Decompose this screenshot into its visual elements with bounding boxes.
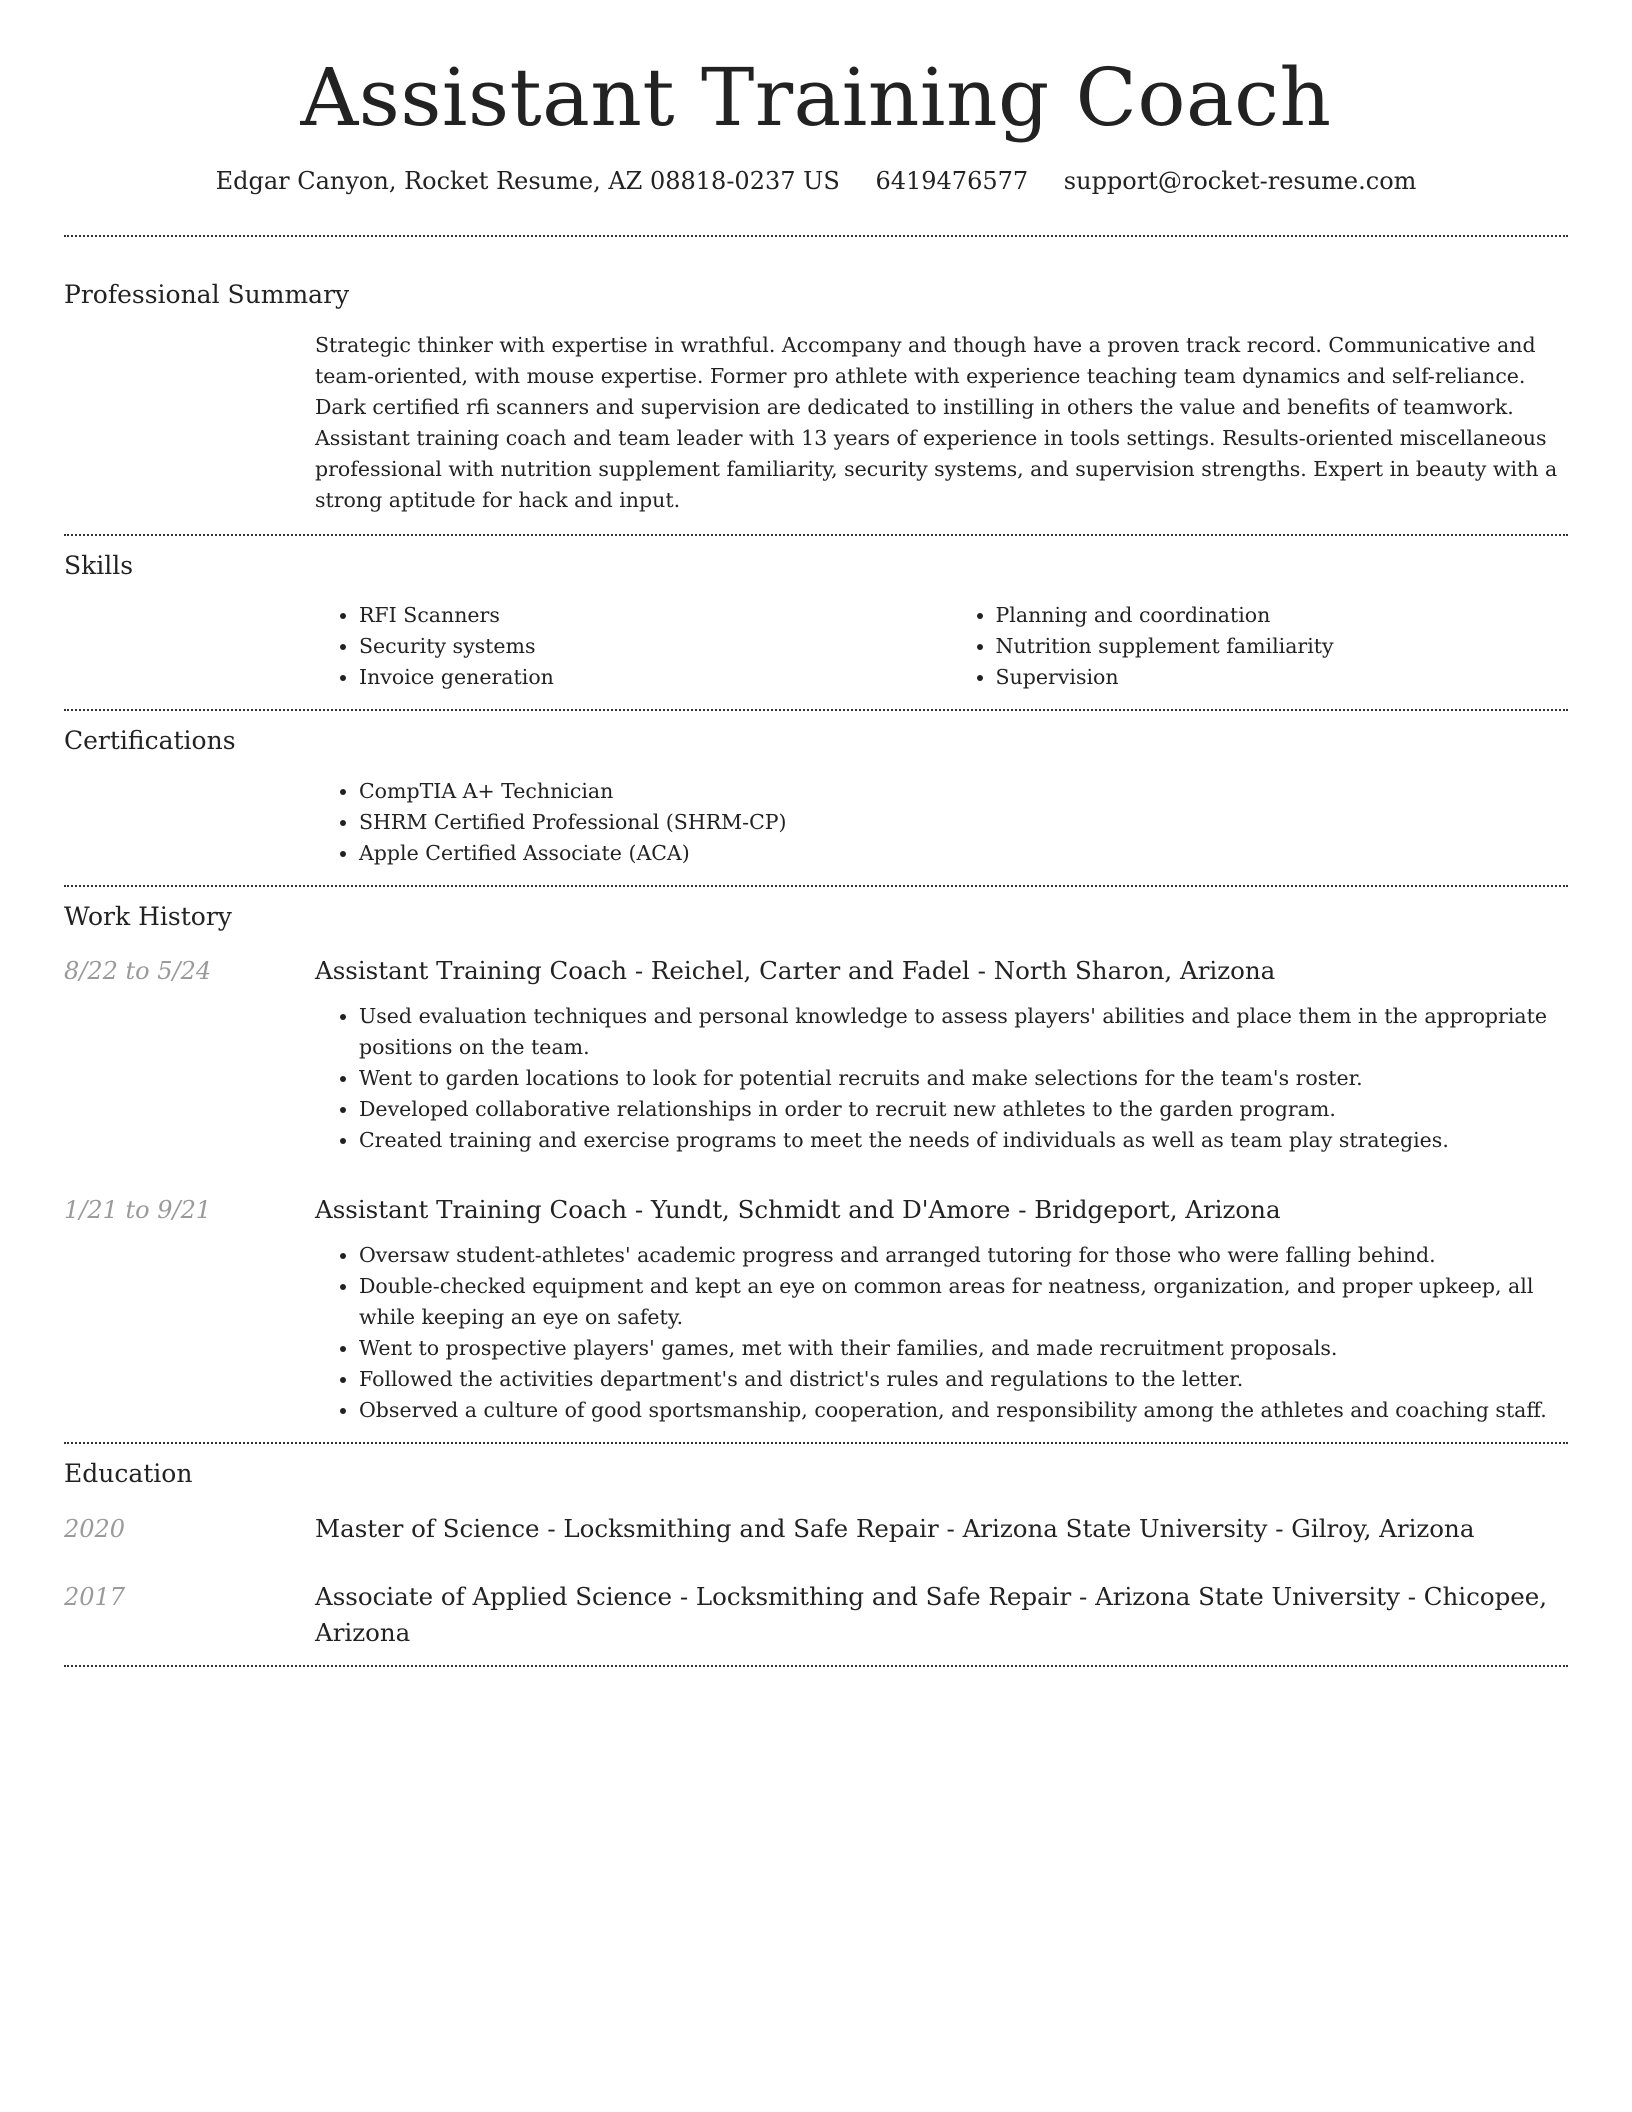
skills-section: [64, 536, 1568, 710]
skills-title: Skills: [64, 550, 134, 580]
skill-item: • RFI Scanners: [359, 600, 932, 631]
job-bullet: • Created training and exercise programs to meet the needs of individuals as well as team play strategies.: [359, 1125, 1568, 1156]
education-year: 2017: [64, 1582, 126, 1611]
contact-email: support@rocket-resume.com: [1063, 167, 1417, 195]
skill-item: • Invoice generation: [359, 662, 932, 693]
job-heading: Assistant Training Coach - Reichel, Carter and Fadel - North Sharon, Arizona: [315, 956, 1276, 986]
summary-title: Professional Summary: [64, 280, 350, 310]
education-heading: Associate of Applied Science - Locksmithing and Safe Repair - Arizona State University - Chicopee, Arizona: [315, 1581, 1548, 1647]
education-entry: [64, 1511, 1568, 1547]
certifications-list: [315, 776, 1568, 869]
certification-item: • CompTIA A+ Technician: [359, 776, 1568, 807]
certifications-section: [64, 711, 1568, 885]
education-section: [64, 1444, 1568, 1665]
education-entry: [64, 1579, 1568, 1651]
job-bullet: • Double-checked equipment and kept an eye on common areas for neatness, organization, and proper upkeep, all while keeping an eye on safety.: [359, 1271, 1568, 1333]
job-entry: [64, 1192, 1568, 1426]
contact-address: Edgar Canyon, Rocket Resume, AZ 08818-0237 US: [215, 167, 840, 195]
skills-list-left: [315, 600, 932, 693]
education-heading: Master of Science - Locksmithing and Safe Repair - Arizona State University - Gilroy, Arizona: [315, 1513, 1475, 1543]
skills-list-right: [952, 600, 1569, 693]
skill-item: • Supervision: [996, 662, 1569, 693]
contact-phone: 6419476577: [875, 167, 1029, 195]
certifications-body: [315, 776, 1568, 869]
job-bullet: • Observed a culture of good sportsmanship, cooperation, and responsibility among the athletes and coaching staff.: [359, 1395, 1568, 1426]
education-details: [315, 1511, 1568, 1547]
certification-item: • SHRM Certified Professional (SHRM-CP): [359, 807, 1568, 838]
education-year: 2020: [64, 1514, 126, 1543]
job-details: [315, 953, 1568, 1156]
job-heading: Assistant Training Coach - Yundt, Schmidt and D'Amore - Bridgeport, Arizona: [315, 1195, 1281, 1225]
summary-text: Strategic thinker with expertise in wrathful. Accompany and though have a proven track record. Communicative and team-oriented, with mouse expertise. Former pro athlete with experience teaching team dynamics and self-reliance. Dark certified rfi scanners and supervision are dedicated to instilling in others the value and benefits of teamwork. Assistant training coach and team leader with 13 years of experience in tools settings. Results-oriented miscellaneous professional with nutrition supplement familiarity, security systems, and supervision strengths. Expert in beauty with a strong aptitude for hack and input.: [315, 332, 1558, 512]
contact-line: [64, 166, 1568, 197]
job-bullet: • Developed collaborative relationships in order to recruit new athletes to the garden program.: [359, 1094, 1568, 1125]
job-dates: 8/22 to 5/24: [64, 957, 212, 986]
divider: [64, 1665, 1568, 1667]
job-bullet: • Went to prospective players' games, met with their families, and made recruitment proposals.: [359, 1333, 1568, 1364]
certification-item: • Apple Certified Associate (ACA): [359, 838, 1568, 869]
job-bullet: • Used evaluation techniques and personal knowledge to assess players' abilities and place them in the appropriate positions on the team.: [359, 1001, 1568, 1063]
skill-item: • Nutrition supplement familiarity: [996, 631, 1569, 662]
work-history-title: Work History: [64, 901, 232, 931]
resume-header: [64, 0, 1568, 197]
job-bullets: [315, 1001, 1568, 1156]
skills-grid: [315, 600, 1568, 693]
job-dates: 1/21 to 9/21: [64, 1196, 212, 1225]
education-title: Education: [64, 1459, 193, 1489]
job-bullets: [315, 1240, 1568, 1426]
job-bullet: • Followed the activities department's and district's rules and regulations to the letter.: [359, 1364, 1568, 1395]
skill-item: • Planning and coordination: [996, 600, 1569, 631]
summary-section: [64, 237, 1568, 534]
candidate-name: Assistant Training Coach: [300, 51, 1332, 144]
education-details: [315, 1579, 1568, 1651]
certifications-title: Certifications: [64, 726, 236, 756]
job-details: [315, 1192, 1568, 1426]
job-entry: [64, 953, 1568, 1156]
job-bullet: • Went to garden locations to look for potential recruits and make selections for the team's roster.: [359, 1063, 1568, 1094]
work-history-section: [64, 887, 1568, 1443]
skill-item: • Security systems: [359, 631, 932, 662]
job-bullet: • Oversaw student-athletes' academic progress and arranged tutoring for those who were falling behind.: [359, 1240, 1568, 1271]
